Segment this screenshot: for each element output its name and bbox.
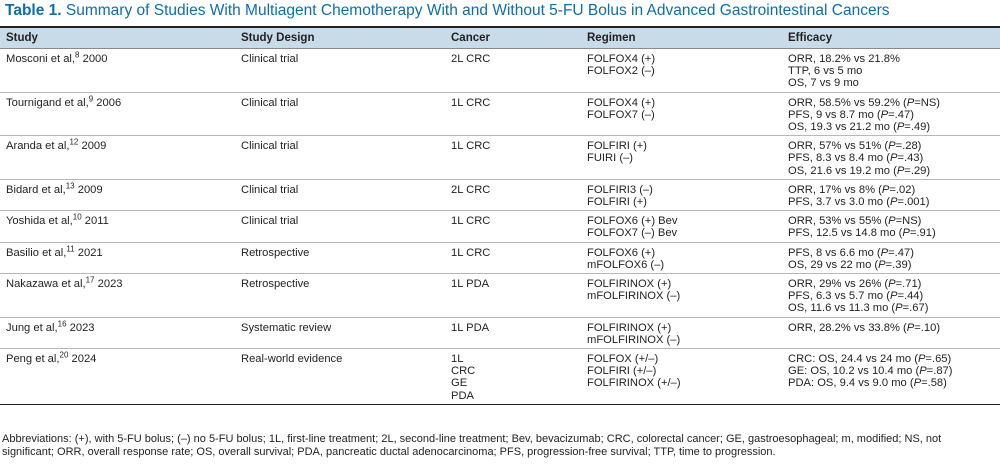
cancer-cell <box>445 349 581 405</box>
efficacy-cell <box>782 242 1000 273</box>
regimen-cell <box>581 49 782 93</box>
study-year: 2023 <box>69 321 95 334</box>
design-cell: Clinical trial <box>235 92 445 136</box>
study-year: 2006 <box>96 96 122 109</box>
study-author: Peng et al, <box>6 353 60 366</box>
regimen-cell <box>581 317 782 348</box>
regimen-line: FOLFIRINOX (+) <box>587 278 672 291</box>
regimen-cell <box>581 179 782 210</box>
design-cell: Clinical trial <box>235 136 445 180</box>
p-value: =.65) <box>925 353 952 366</box>
p-value: =.91) <box>909 227 936 240</box>
regimen-line: mFOLFIRINOX (–) <box>587 333 681 346</box>
regimen-line: FOLFOX2 (–) <box>587 65 655 78</box>
efficacy-line <box>788 353 998 365</box>
efficacy-line <box>788 165 998 177</box>
p-value-symbol: P <box>880 246 889 259</box>
regimen-line: FOLFOX4 (+) <box>587 96 656 109</box>
cancer-cell <box>445 49 581 93</box>
efficacy-cell <box>782 211 1000 242</box>
study-author: Mosconi et al, <box>6 53 76 65</box>
design-cell: Real-world evidence <box>235 349 445 405</box>
cancer-cell <box>445 136 581 180</box>
regimen-cell <box>581 349 782 405</box>
efficacy-text: PDA: OS, 9.4 vs 9.0 mo ( <box>788 377 914 390</box>
efficacy-line <box>788 365 998 377</box>
efficacy-line <box>788 53 998 65</box>
cancer-line: 2L CRC <box>451 183 491 196</box>
efficacy-line <box>788 247 998 259</box>
p-value-symbol: P <box>881 183 890 196</box>
cancer-line: 2L CRC <box>451 53 491 65</box>
study-cell <box>0 317 235 348</box>
regimen-line: FOLFOX (+/–) <box>587 353 659 366</box>
study-reference: 8 <box>75 50 80 60</box>
table-row <box>0 242 1000 273</box>
efficacy-text: TTP, 6 vs 5 mo <box>788 65 863 78</box>
cancer-line: PDA <box>451 389 475 402</box>
p-value-symbol: P <box>888 215 896 228</box>
p-value-symbol: P <box>896 164 905 177</box>
cancer-cell <box>445 92 581 136</box>
p-value-symbol: P <box>902 227 910 240</box>
study-cell <box>0 242 235 273</box>
efficacy-cell <box>782 136 1000 180</box>
efficacy-text: ORR, 53% vs 55% ( <box>788 215 889 228</box>
p-value: =NS) <box>914 96 941 109</box>
p-value-symbol: P <box>906 96 915 109</box>
efficacy-line <box>788 259 998 271</box>
study-cell <box>0 211 235 242</box>
regimen-cell <box>581 92 782 136</box>
table-body <box>0 49 1000 405</box>
regimen-line: FOLFOX4 (+) <box>587 53 656 65</box>
study-reference: 17 <box>85 275 95 285</box>
efficacy-line <box>788 322 998 334</box>
studies-table <box>0 28 1000 405</box>
design-cell: Clinical trial <box>235 211 445 242</box>
efficacy-text: ORR, 57% vs 51% ( <box>788 140 889 153</box>
cancer-cell <box>445 242 581 273</box>
efficacy-cell <box>782 92 1000 136</box>
header-study-design: Study Design <box>235 28 445 49</box>
p-value-symbol: P <box>896 121 905 134</box>
study-year: 2009 <box>81 140 107 153</box>
regimen-line: FOLFOX7 (–) <box>587 108 655 121</box>
p-value: =.43) <box>897 152 924 165</box>
cancer-cell <box>445 179 581 210</box>
efficacy-cell <box>782 179 1000 210</box>
p-value: =.47) <box>888 108 914 121</box>
efficacy-text: OS, 21.6 vs 19.2 mo ( <box>788 164 897 177</box>
regimen-cell <box>581 136 782 180</box>
p-value: =.47) <box>888 246 914 259</box>
table-title-label: Table 1. <box>5 2 62 19</box>
regimen-line: mFOLFIRINOX (–) <box>587 290 681 303</box>
p-value-symbol: P <box>895 302 903 315</box>
efficacy-line <box>788 227 998 239</box>
cancer-line: 1L CRC <box>451 96 491 109</box>
cancer-line: 1L PDA <box>451 321 490 334</box>
study-cell <box>0 92 235 136</box>
regimen-line: FOLFOX6 (+) <box>587 246 656 259</box>
efficacy-line <box>788 152 998 164</box>
efficacy-cell <box>782 349 1000 405</box>
study-reference: 20 <box>59 350 69 360</box>
efficacy-cell <box>782 274 1000 318</box>
cancer-line: CRC <box>451 365 476 378</box>
study-author: Aranda et al, <box>6 140 70 153</box>
header-cancer: Cancer <box>445 28 581 49</box>
efficacy-text: PFS, 3.7 vs 3.0 mo ( <box>788 196 890 209</box>
efficacy-text: ORR, 17% vs 8% ( <box>788 183 882 196</box>
study-reference: 9 <box>88 93 94 103</box>
p-value-symbol: P <box>919 365 927 378</box>
study-year: 2023 <box>97 278 123 291</box>
regimen-line: FOLFIRI (+) <box>587 140 647 153</box>
efficacy-text: PFS, 12.5 vs 14.8 mo ( <box>788 227 903 240</box>
design-cell: Systematic review <box>235 317 445 348</box>
regimen-line: FOLFIRI (+/–) <box>587 365 657 378</box>
header-row <box>0 28 1000 49</box>
study-author: Nakazawa et al, <box>6 278 86 291</box>
p-value: =.58) <box>921 377 947 390</box>
efficacy-line <box>788 97 998 109</box>
cancer-line: 1L <box>451 353 464 366</box>
p-value-symbol: P <box>888 140 896 153</box>
p-value: =.44) <box>897 290 924 303</box>
regimen-cell <box>581 211 782 242</box>
p-value-symbol: P <box>888 278 896 291</box>
table-row <box>0 49 1000 93</box>
cancer-cell <box>445 317 581 348</box>
header-regimen: Regimen <box>581 28 782 49</box>
study-cell <box>0 179 235 210</box>
study-reference: 13 <box>65 181 75 191</box>
efficacy-text: ORR, 28.2% vs 33.8% ( <box>788 321 907 334</box>
p-value-symbol: P <box>878 258 886 271</box>
study-year: 2021 <box>77 246 103 259</box>
efficacy-text: ORR, 18.2% vs 21.8% <box>788 53 900 65</box>
cancer-cell <box>445 274 581 318</box>
efficacy-text: OS, 19.3 vs 21.2 mo ( <box>788 121 897 134</box>
p-value-symbol: P <box>880 108 889 121</box>
cancer-line: 1L CRC <box>451 215 491 228</box>
table-row <box>0 92 1000 136</box>
regimen-cell <box>581 274 782 318</box>
efficacy-line <box>788 196 998 208</box>
study-reference: 16 <box>57 318 67 328</box>
efficacy-line <box>788 77 998 89</box>
regimen-line: FOLFIRI (+) <box>587 196 647 209</box>
p-value: =NS) <box>895 215 922 228</box>
efficacy-text: CRC: OS, 24.4 vs 24 mo ( <box>788 353 918 366</box>
cancer-cell <box>445 211 581 242</box>
efficacy-line <box>788 140 998 152</box>
table-row <box>0 179 1000 210</box>
p-value: =.87) <box>926 365 953 378</box>
p-value: =.10) <box>914 321 941 334</box>
efficacy-line <box>788 290 998 302</box>
study-reference: 12 <box>69 137 79 147</box>
study-author: Bidard et al, <box>6 183 66 196</box>
efficacy-cell <box>782 317 1000 348</box>
efficacy-text: PFS, 8 vs 6.6 mo ( <box>788 246 881 259</box>
table-row <box>0 317 1000 348</box>
efficacy-line <box>788 278 998 290</box>
efficacy-cell <box>782 49 1000 93</box>
p-value: =.29) <box>904 164 931 177</box>
efficacy-line <box>788 377 998 389</box>
efficacy-line <box>788 65 998 77</box>
study-cell <box>0 349 235 405</box>
p-value-symbol: P <box>906 321 915 334</box>
p-value: =.001) <box>897 196 930 209</box>
study-year: 2009 <box>77 183 103 196</box>
study-author: Jung et al, <box>6 321 58 334</box>
p-value-symbol: P <box>913 377 922 390</box>
p-value-symbol: P <box>889 290 898 303</box>
study-author: Yoshida et al, <box>6 215 73 228</box>
efficacy-line <box>788 215 998 227</box>
efficacy-text: PFS, 6.3 vs 5.7 mo ( <box>788 290 890 303</box>
efficacy-line <box>788 302 998 314</box>
regimen-line: FOLFIRI3 (–) <box>587 183 653 196</box>
efficacy-text: PFS, 8.3 vs 8.4 mo ( <box>788 152 890 165</box>
efficacy-text: OS, 11.6 vs 11.3 mo ( <box>788 302 896 315</box>
cancer-line: 1L CRC <box>451 140 491 153</box>
design-cell: Retrospective <box>235 242 445 273</box>
table-row <box>0 211 1000 242</box>
study-cell <box>0 136 235 180</box>
regimen-line: FUIRI (–) <box>587 152 633 165</box>
p-value: =.71) <box>895 278 922 291</box>
table-title <box>5 2 889 20</box>
regimen-cell <box>581 242 782 273</box>
efficacy-text: PFS, 9 vs 8.7 mo ( <box>788 108 881 121</box>
efficacy-text: ORR, 29% vs 26% ( <box>788 278 889 291</box>
table-title-text: Summary of Studies With Multiagent Chemotherapy With and Without 5-FU Bolus in Advanced Gastrointestinal Cancers <box>65 2 890 19</box>
efficacy-text: ORR, 58.5% vs 59.2% ( <box>788 96 907 109</box>
study-year: 2000 <box>82 53 108 65</box>
regimen-line: FOLFOX7 (–) Bev <box>587 227 678 240</box>
table-row <box>0 349 1000 405</box>
header-efficacy: Efficacy <box>782 28 1000 49</box>
cancer-line: GE <box>451 377 468 390</box>
design-cell: Clinical trial <box>235 49 445 93</box>
table-row <box>0 274 1000 318</box>
study-author: Tournigand et al, <box>6 96 89 109</box>
study-reference: 10 <box>72 212 82 222</box>
design-cell: Clinical trial <box>235 179 445 210</box>
table-row <box>0 136 1000 180</box>
study-year: 2024 <box>71 353 97 366</box>
study-year: 2011 <box>84 215 109 228</box>
p-value: =.39) <box>885 258 912 271</box>
study-cell <box>0 49 235 93</box>
efficacy-line <box>788 121 998 133</box>
p-value-symbol: P <box>889 196 898 209</box>
p-value: =.02) <box>889 183 916 196</box>
study-reference: 11 <box>66 243 75 253</box>
efficacy-line <box>788 184 998 196</box>
header-study: Study <box>0 28 235 49</box>
efficacy-text: OS, 7 vs 9 mo <box>788 77 859 90</box>
p-value: =.28) <box>895 140 922 153</box>
regimen-line: FOLFIRINOX (+/–) <box>587 377 681 390</box>
regimen-line: FOLFIRINOX (+) <box>587 321 672 334</box>
design-cell: Retrospective <box>235 274 445 318</box>
efficacy-line <box>788 109 998 121</box>
regimen-line: mFOLFOX6 (–) <box>587 258 665 271</box>
study-cell <box>0 274 235 318</box>
efficacy-text: GE: OS, 10.2 vs 10.4 mo ( <box>788 365 920 378</box>
cancer-line: 1L CRC <box>451 246 491 259</box>
study-author: Basilio et al, <box>6 246 67 259</box>
efficacy-text: OS, 29 vs 22 mo ( <box>788 258 879 271</box>
p-value-symbol: P <box>917 353 926 366</box>
regimen-line: FOLFOX6 (+) Bev <box>587 215 678 228</box>
p-value-symbol: P <box>889 152 898 165</box>
abbreviations-footnote: Abbreviations: (+), with 5-FU bolus; (–) no 5-FU bolus; 1L, first-line treatment; 2L, second-line treatment; Bev, bevacizumab; CRC, colorectal cancer; GE, gastroesophageal; m, modified; NS, not significant; ORR, overall response rate; OS, overall survival; PDA, pancreatic ductal adenocarcinoma; PFS, progression-free survival; TTP, time to progression. <box>2 433 942 458</box>
cancer-line: 1L PDA <box>451 278 490 291</box>
p-value: =.67) <box>902 302 929 315</box>
p-value: =.49) <box>904 121 931 134</box>
